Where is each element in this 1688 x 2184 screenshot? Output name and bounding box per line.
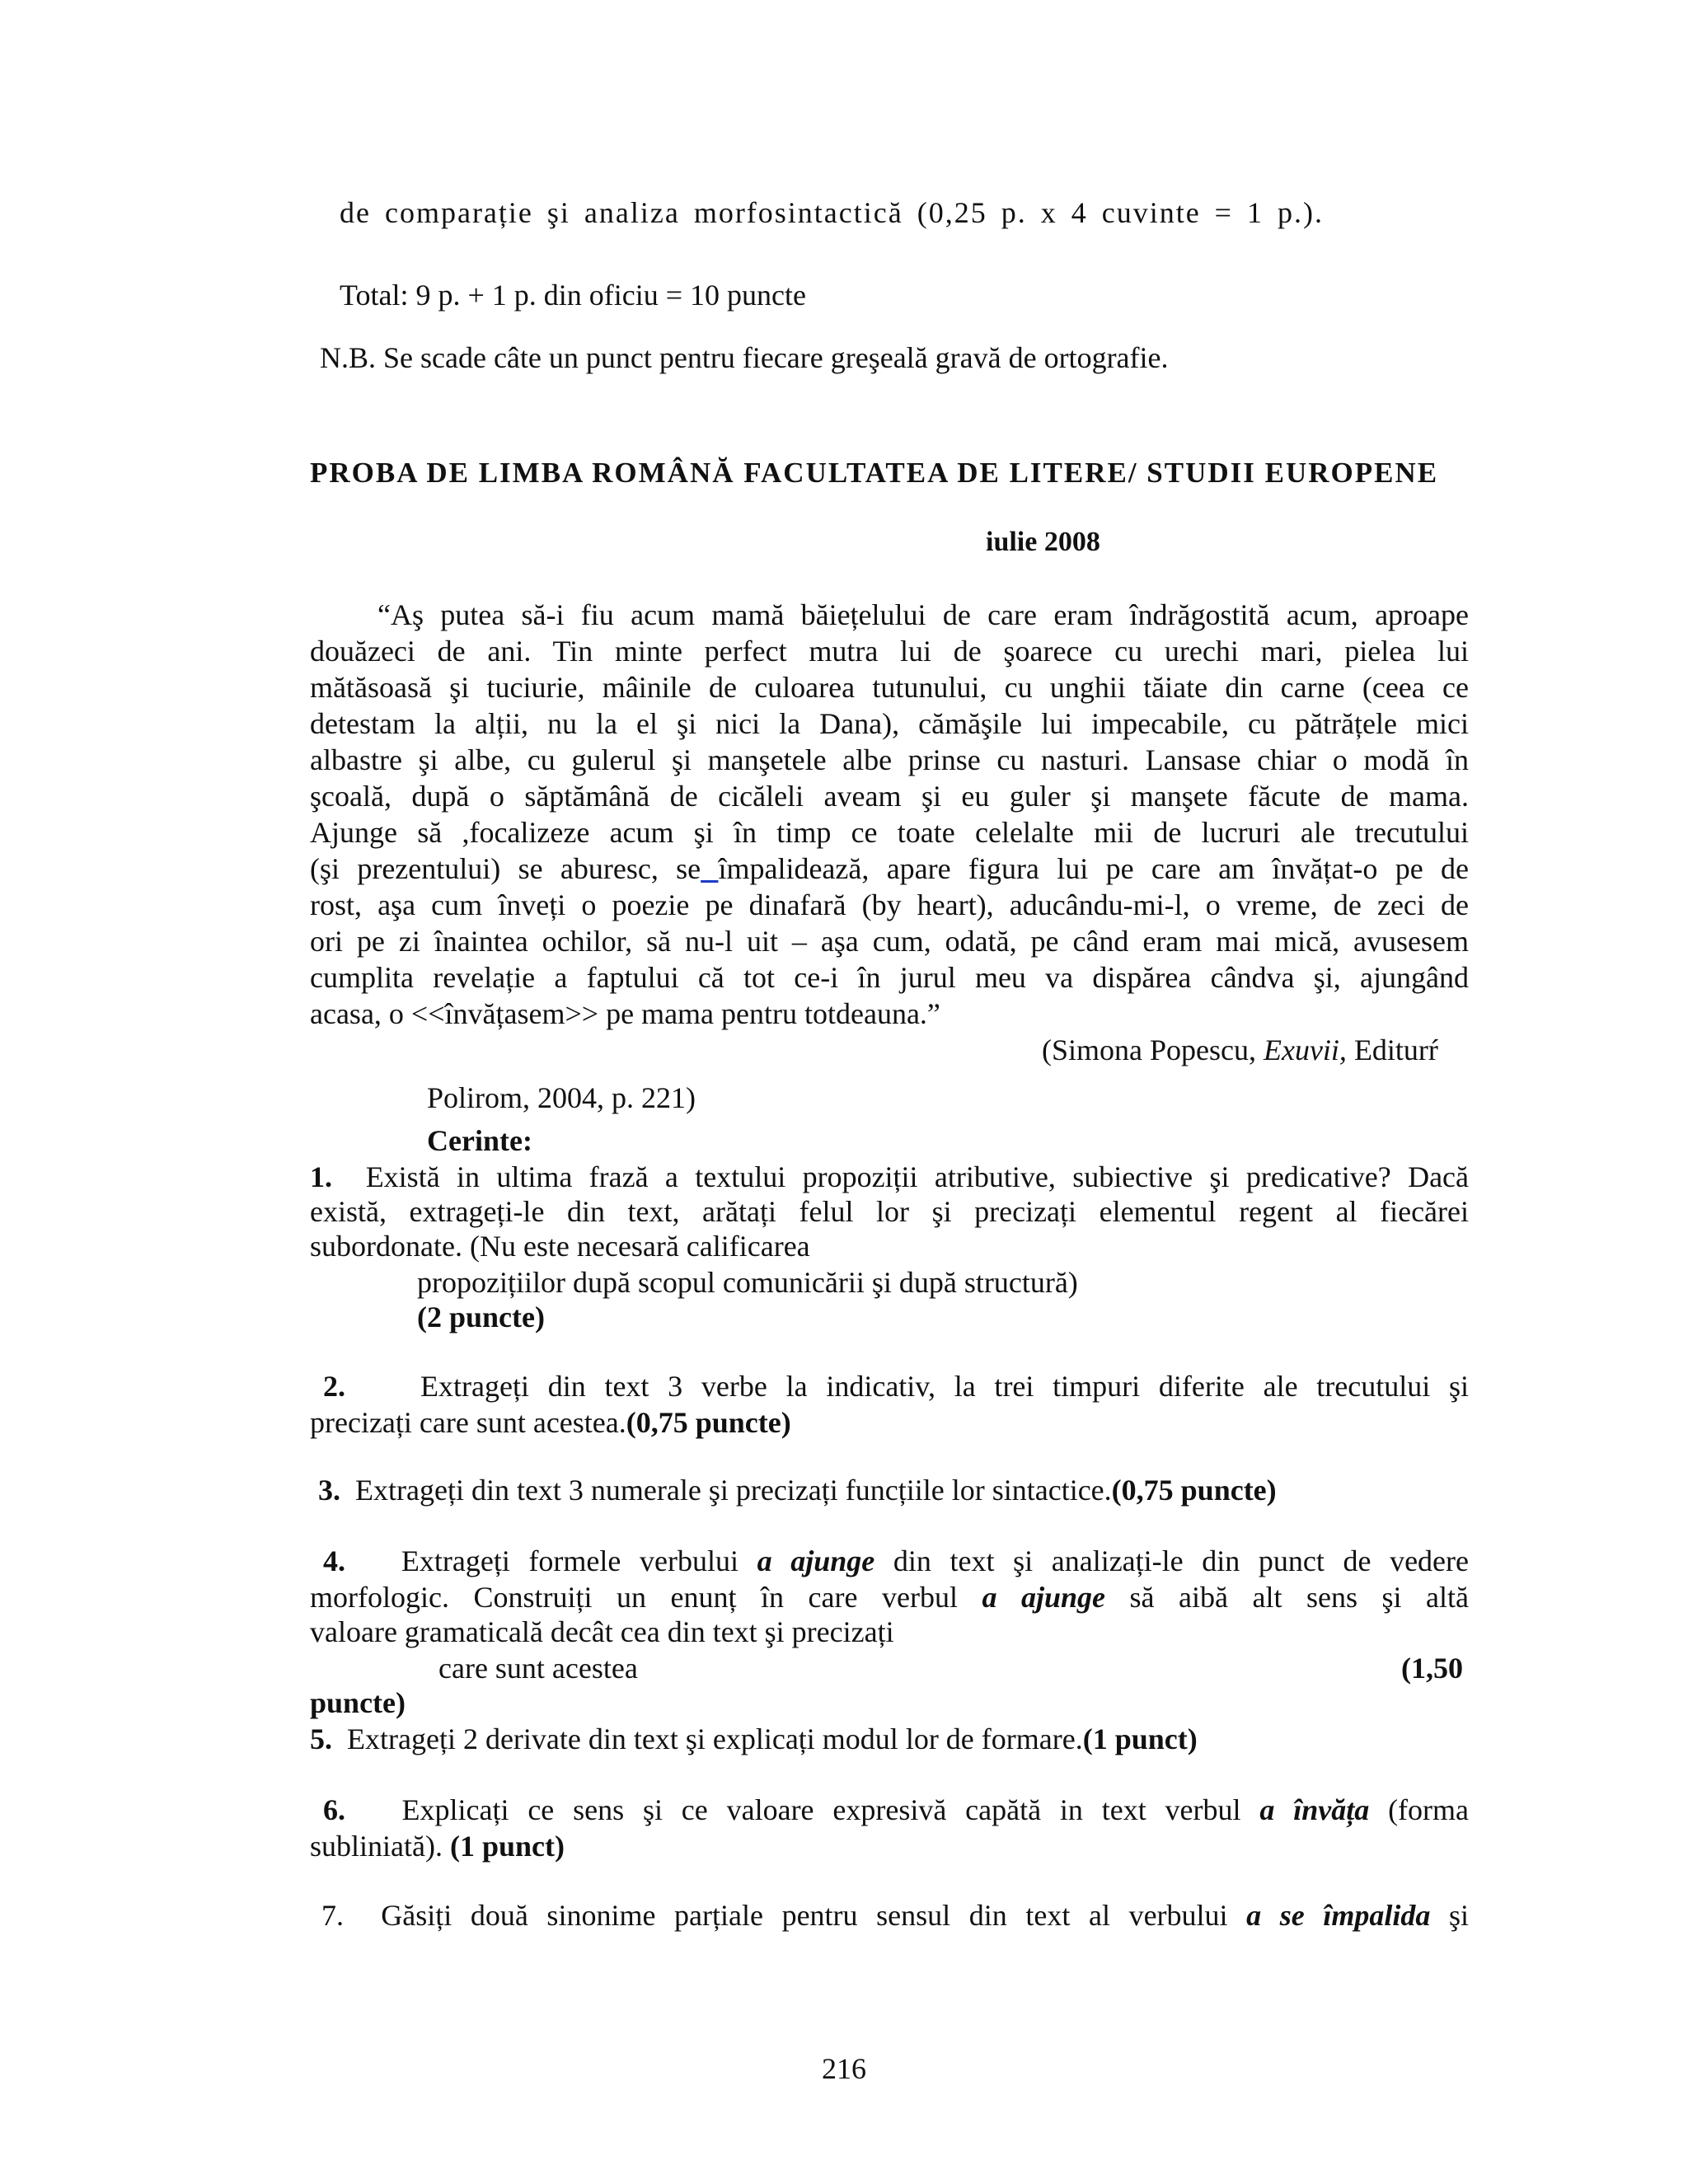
question-1-line: propozițiilor după scopul comunicării şi după structură) (417, 1266, 1078, 1299)
passage-line: cumplita revelație a faptului că tot ce-i în jurul meu va dispărea cândva şi, ajungând (310, 961, 1469, 994)
nb-line: N.B. Se scade câte un punct pentru fiecare greşeală gravă de ortografie. (320, 341, 1169, 374)
passage-line: douăzeci de ani. Tin minte perfect mutra lui de şoarece cu urechi mari, pielea lui (310, 635, 1469, 668)
total-line: Total: 9 p. + 1 p. din oficiu = 10 puncte (340, 279, 806, 312)
verb-a-ajunge: a ajunge (757, 1544, 875, 1577)
question-2-points: (0,75 puncte) (626, 1406, 791, 1439)
passage-line: (şi prezentului) se aburesc, se împalidează, apare figura lui pe care am învățat-o pe de (310, 852, 1469, 885)
page-number: 216 (822, 2052, 866, 2085)
question-4-points: puncte) (310, 1686, 406, 1719)
passage-line: mătăsoasă şi tuciurie, mâinile de culoarea tutunului, cu unghii tăiate din carne (ceea ce (310, 671, 1469, 704)
passage-line: detestam la alții, nu la el şi nici la Dana), cămăşile lui impecabile, cu pătrățele mici (310, 707, 1469, 740)
question-2: 2. Extrageți din text 3 verbe la indicativ, la trei timpuri diferite ale trecutului şi (323, 1370, 1470, 1403)
question-3-points: (0,75 puncte) (1111, 1474, 1277, 1507)
question-2-line: precizați care sunt acestea.(0,75 puncte) (310, 1406, 791, 1439)
passage-source-publisher: Polirom, 2004, p. 221) (427, 1081, 696, 1114)
verb-a-invata: a învăța (1259, 1793, 1370, 1826)
question-1-line: există, extrageți-le din text, arătați felul lor şi precizați elementul regent al fiecărei (310, 1195, 1469, 1228)
question-1-line: subordonate. (Nu este necesară calificarea (310, 1230, 810, 1263)
question-number: 7. (321, 1899, 344, 1932)
passage-line: rost, aşa cum înveți o poezie pe dinafară (by heart), aducându-mi-l, o vreme, de zeci de (310, 888, 1469, 921)
passage-source: (Simona Popescu, Exuvii, Editurŕ (1042, 1033, 1438, 1066)
question-number: 2. (323, 1370, 345, 1403)
question-5: 5. Extrageți 2 derivate din text şi explicați modul lor de formare.(1 punct) (310, 1722, 1198, 1755)
verb-a-se-impalida: a se împalida (1246, 1899, 1431, 1932)
question-4-line: valoare gramaticală decât cea din text şi precizați (310, 1615, 894, 1648)
question-1-points: (2 puncte) (417, 1301, 545, 1333)
exam-title: PROBA DE LIMBA ROMÂNĂ FACULTATEA DE LITERE/ STUDII EUROPENE (310, 457, 1439, 489)
question-number: 1. (310, 1160, 332, 1193)
question-7: 7. Găsiți două sinonime parțiale pentru sensul din text al verbului a se împalida şi (321, 1899, 1470, 1932)
underlined-space (701, 852, 718, 885)
question-number: 6. (323, 1793, 345, 1826)
question-number: 5. (310, 1722, 332, 1755)
question-4-points: (1,50 (1401, 1652, 1463, 1685)
passage-line: şcoală, după o săptămână de cicăleli aveam şi eu guler şi manşete făcute de mama. (310, 780, 1469, 813)
passage-line: “Aş putea să-i fiu acum mamă băiețelului de care eram îndrăgostită acum, aproape (377, 598, 1469, 631)
question-6-points: (1 punct) (449, 1830, 565, 1863)
question-4-line: care sunt acestea (438, 1652, 638, 1685)
passage-line: Ajunge să ,focalizeze acum şi în timp ce toate celelalte mii de lucruri ale trecutului (310, 816, 1469, 849)
passage-line: acasa, o <<învățasem>> pe mama pentru totdeauna.” (310, 997, 940, 1030)
question-3: 3. Extrageți din text 3 numerale şi precizați funcțiile lor sintactice.(0,75 puncte) (318, 1474, 1277, 1507)
exam-date: iulie 2008 (986, 527, 1100, 557)
question-1: 1. Există in ultima frază a textului propoziții atributive, subiective şi predicative? Dacă (310, 1160, 1470, 1193)
cerinte-heading: Cerinte: (427, 1124, 532, 1157)
question-number: 4. (323, 1544, 345, 1577)
question-6: 6. Explicați ce sens şi ce valoare expresivă capătă in text verbul a învăța (forma (323, 1793, 1470, 1826)
verb-a-ajunge: a ajunge (982, 1581, 1106, 1614)
question-5-points: (1 punct) (1082, 1722, 1198, 1755)
question-6-line: subliniată). (1 punct) (310, 1830, 565, 1863)
question-4: 4. Extrageți formele verbului a ajunge din text şi analizați-le din punct de vedere (323, 1544, 1469, 1577)
question-4-line: morfologic. Construiți un enunț în care verbul a ajunge să aibă alt sens şi altă (310, 1581, 1470, 1614)
passage-line: ori pe zi înaintea ochilor, să nu-l uit – aşa cum, odată, pe când eram mai mică, avusesem (310, 925, 1469, 958)
passage-line: albastre şi albe, cu gulerul şi manşetele albe prinse cu nasturi. Lansase chiar o modă în (310, 743, 1469, 776)
scoring-line: de comparație şi analiza morfosintactică (0,25 p. x 4 cuvinte = 1 p.). (340, 196, 1324, 229)
question-number: 3. (318, 1474, 340, 1507)
